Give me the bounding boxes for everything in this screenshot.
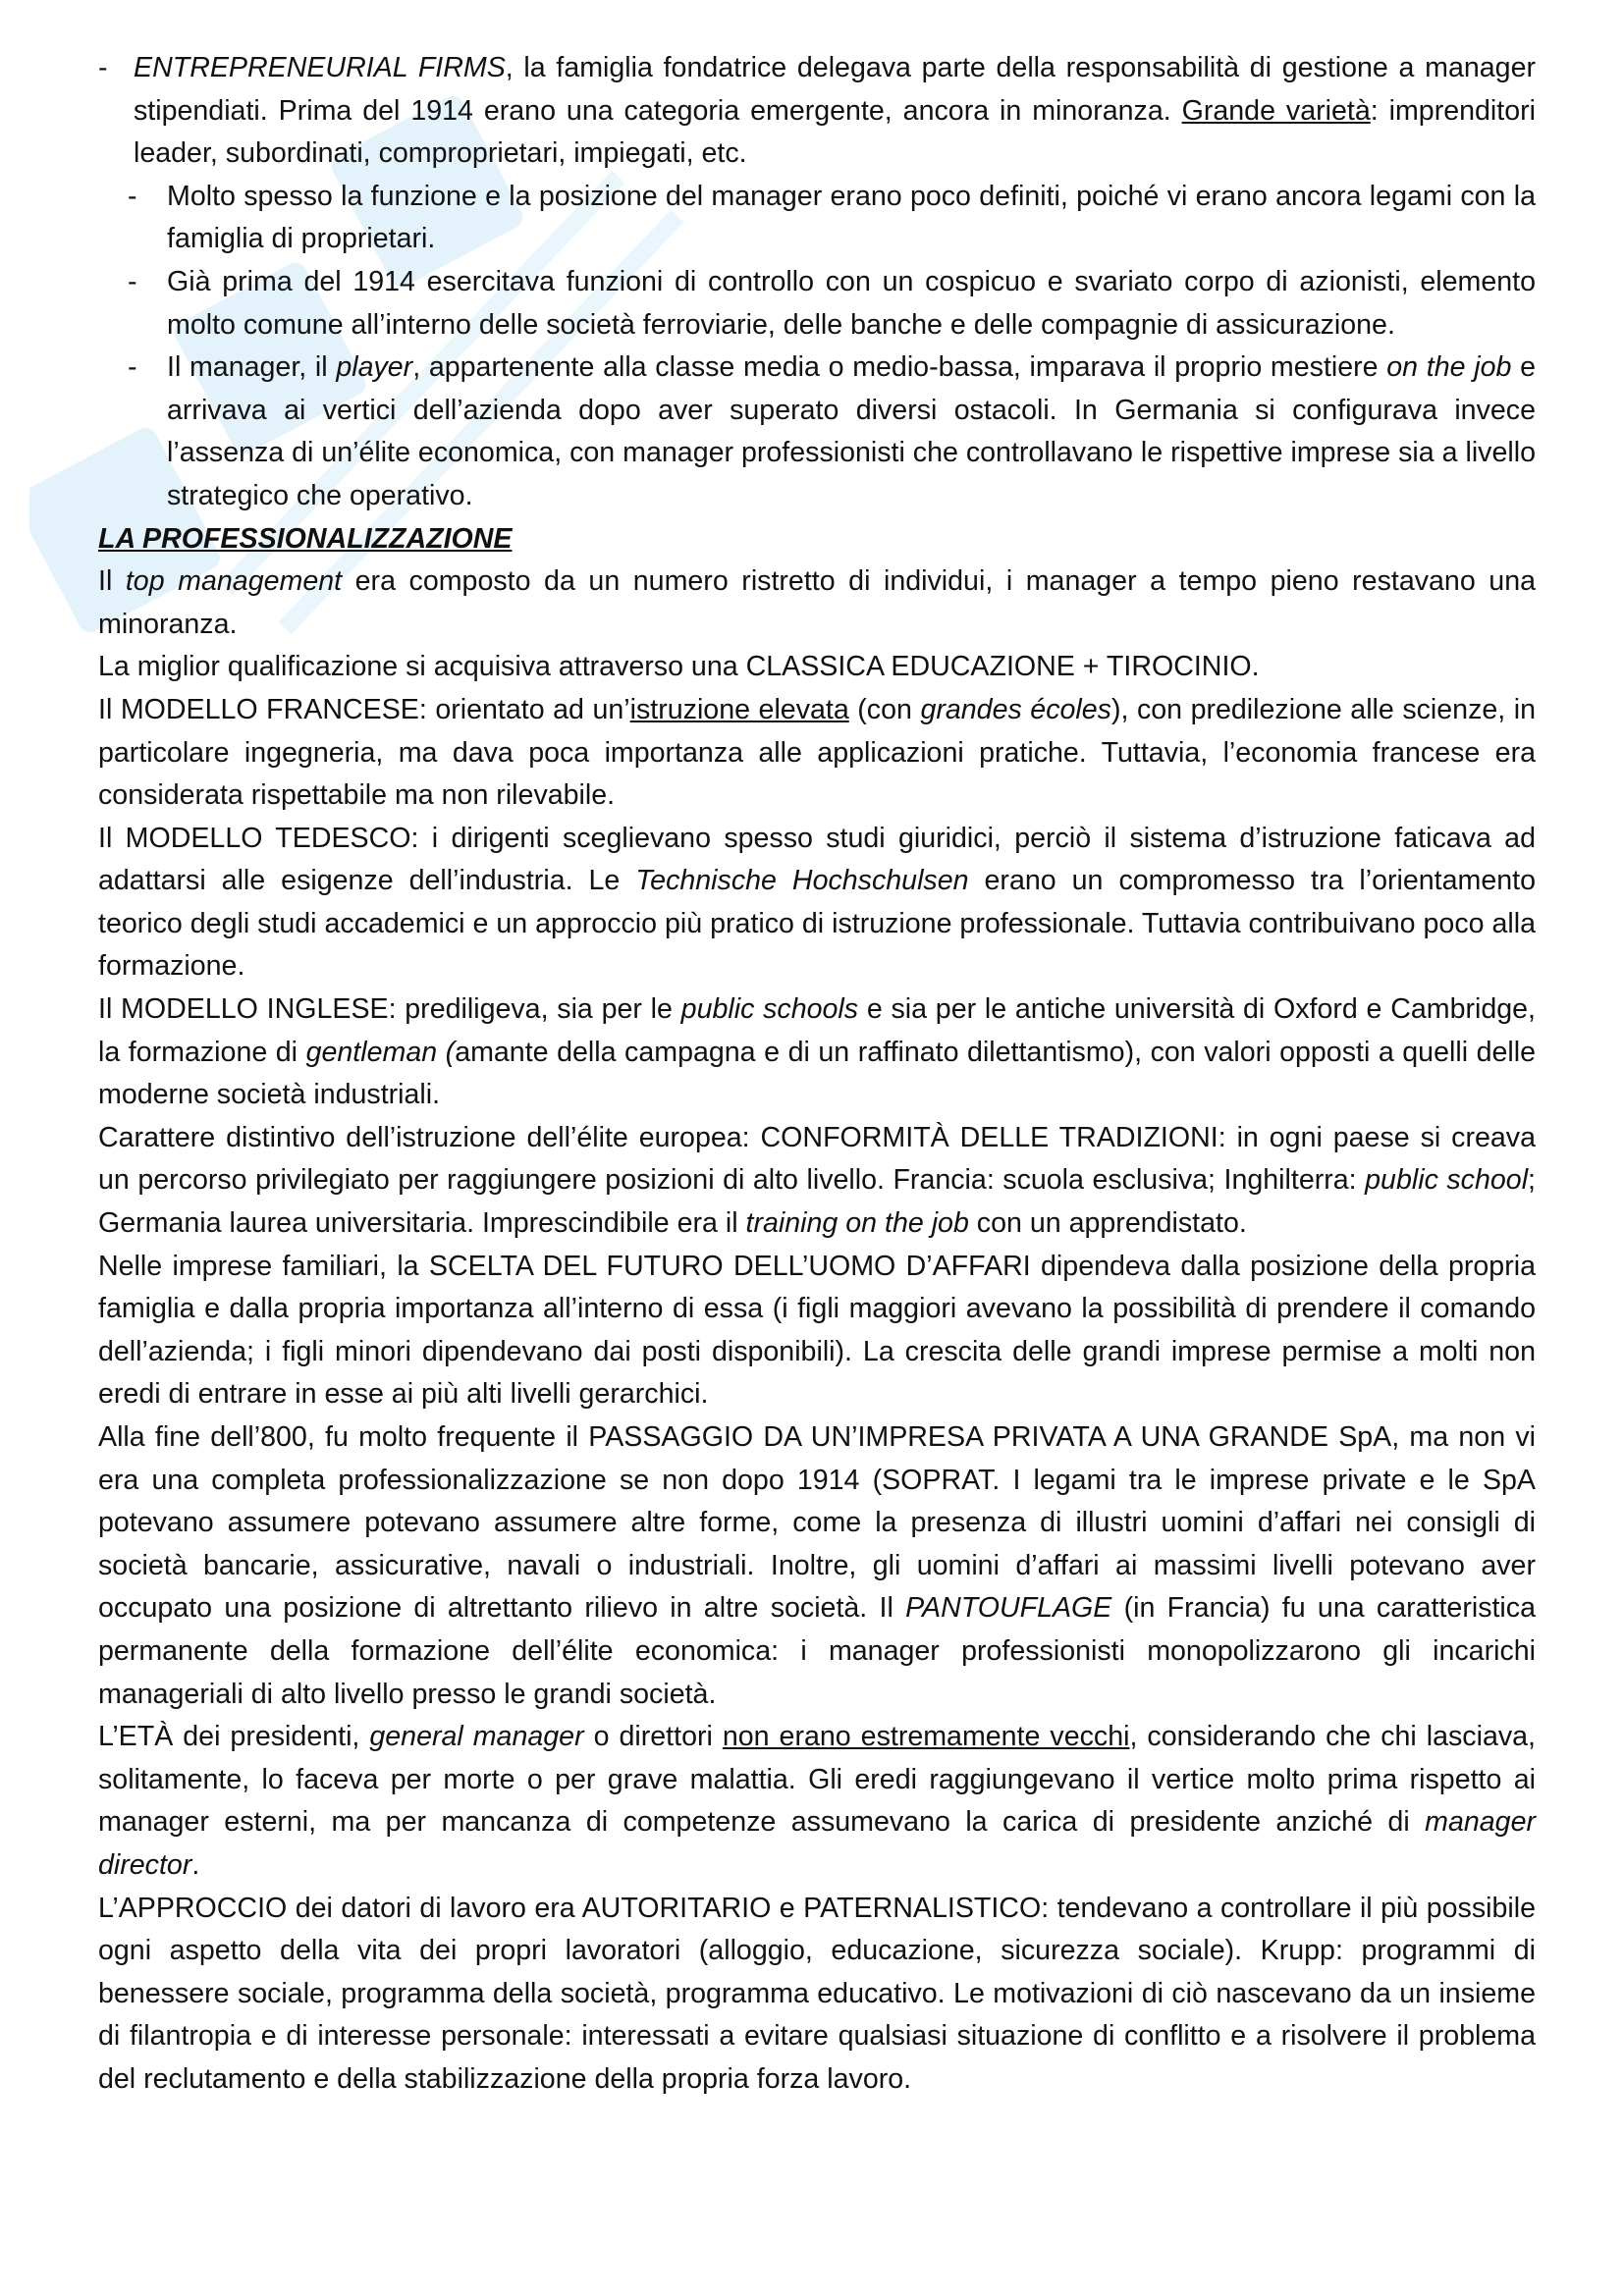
- text-span: , considerando che chi lasciava, solitamente, lo faceva per morte o per grave malattia. Gli eredi raggiungevano il vertice molto prima rispetto ai manager esterni, ma per mancanza di competenze assumevano la carica di presidente anziché di: [98, 1721, 1537, 1839]
- paragraph-english-model: [98, 988, 1536, 1117]
- bullet-entrepreneurial-firms: [98, 47, 1536, 176]
- text-span: (con: [848, 693, 921, 725]
- italic-term: gentleman (: [305, 1036, 456, 1068]
- italic-term: public schools: [680, 993, 859, 1026]
- paragraph-spa-transition: [98, 1416, 1536, 1716]
- sub-bullet-manager-player: [98, 347, 1536, 517]
- bullet-dash: -: [98, 52, 108, 83]
- section-heading: LA PROFESSIONALIZZAZIONE: [98, 522, 513, 555]
- text-span: : imprenditori leader, subordinati, comproprietari, impiegati, etc.: [134, 94, 1537, 170]
- italic-term: player: [336, 351, 413, 384]
- text-span: ; Germania laurea universitaria. Imprescindibile era il: [98, 1164, 1536, 1240]
- text-span: ), con predilezione alle scienze, in particolare ingegneria, ma dava poca importanza alle applicazioni pratiche. Tuttavia, l’economia francese era considerata rispettabile ma non rilevabile.: [98, 693, 1536, 812]
- text-span: , appartenente alla classe media o medio-bassa, imparava il proprio mestiere: [412, 351, 1387, 384]
- text-span: Molto spesso la funzione e la posizione del manager erano poco definiti, poiché vi erano ancora legami con la famiglia di proprietari.: [167, 180, 1536, 255]
- sub-bullet-control-functions: [98, 261, 1536, 347]
- italic-term: general manager: [369, 1721, 584, 1753]
- underlined-term: Grande varietà: [1181, 94, 1371, 127]
- underlined-term: non erano estremamente vecchi: [722, 1721, 1130, 1753]
- text-span: Il: [98, 565, 126, 598]
- paragraph-approach: L’APPROCCIO dei datori di lavoro era AUTORITARIO e PATERNALISTICO: tendevano a controllare il più possibile ogni aspetto della vita dei propri lavoratori (alloggio, educazione, sicurezza sociale). Krupp: programmi di benessere sociale, programma della società, programma educativo. Le motivazioni di ciò nascevano da un insieme di filantropia e di interesse personale: interessati a evitare qualsiasi situazione di conflitto e a risolvere il problema del reclutamento e della stabilizzazione della propria forza lavoro.: [98, 1892, 1536, 2095]
- paragraph-german-model: [98, 818, 1536, 988]
- text-span: con un apprendistato.: [968, 1207, 1247, 1240]
- text-span: (in Francia) fu una caratteristica permanente della formazione dell’élite economica: i manager professionisti monopolizzarono gli incarichi manageriali di alto livello presso le grandi società.: [98, 1592, 1536, 1710]
- paragraph-family-firms: Nelle imprese familiari, la SCELTA DEL FUTURO DELL’UOMO D’AFFARI dipendeva dalla posizione della propria famiglia e dalla propria importanza all’interno di essa (i figli maggiori avevano la possibilità di prendere il comando dell’azienda; i figli minori dipendevano dai posti disponibili). La crescita delle grandi imprese permise a molti non eredi di entrare in esse ai più alti livelli gerarchici.: [98, 1250, 1536, 1411]
- paragraph-french-model: [98, 689, 1536, 818]
- text-span: amante della campagna e di un raffinato dilettantismo), con valori opposti a quelli delle moderne società industriali.: [98, 1036, 1536, 1111]
- italic-term: training on the job: [745, 1207, 969, 1240]
- text-span: Il MODELLO FRANCESE: orientato ad un’: [98, 693, 630, 725]
- text-span: era composto da un numero ristretto di individui, i manager a tempo pieno restavano una minoranza.: [98, 565, 1537, 640]
- text-span: .: [191, 1848, 200, 1881]
- term-entrepreneurial-firms: ENTREPRENEURIAL FIRMS: [134, 52, 506, 83]
- paragraph-top-management: [98, 561, 1536, 646]
- italic-term: on the job: [1386, 351, 1512, 384]
- text-span: Carattere distintivo dell’istruzione dell’élite europea: CONFORMITÀ DELLE TRADIZIONI: in ogni paese si creava un percorso privilegiato per raggiungere posizioni di alto livello. Francia: scuola esclusiva; Inghilterra:: [98, 1121, 1536, 1197]
- bullet-dash: -: [128, 351, 137, 384]
- underlined-term: istruzione elevata: [629, 693, 849, 725]
- italic-term: grandes écoles: [920, 693, 1111, 725]
- italic-term: PANTOUFLAGE: [905, 1592, 1112, 1625]
- text-span: Già prima del 1914 esercitava funzioni di controllo con un cospicuo e svariato corpo di azionisti, elemento molto comune all’interno delle società ferroviarie, delle banche e delle compagnie di assicurazione.: [167, 265, 1536, 341]
- text-span: , la famiglia fondatrice delegava parte della responsabilità di gestione a manager stipendiati. Prima del 1914 erano una categoria emergente, ancora in minoranza.: [134, 52, 1536, 127]
- italic-term: manager director: [98, 1806, 1536, 1881]
- text-span: Il manager, il: [167, 351, 337, 384]
- bullet-dash: -: [128, 265, 137, 297]
- paragraph-qualification: La miglior qualificazione si acquisiva attraverso una CLASSICA EDUCAZIONE + TIROCINIO.: [98, 651, 1260, 683]
- document-page: [98, 47, 1536, 2102]
- text-span: o direttori: [583, 1721, 723, 1753]
- italic-term: public school: [1365, 1164, 1529, 1197]
- text-span: erano un compromesso tra l’orientamento teorico degli studi accademici e un approccio più pratico di istruzione professionale. Tuttavia contribuivano poco alla formazione.: [98, 865, 1536, 983]
- text-span: L’ETÀ dei presidenti,: [98, 1721, 370, 1753]
- italic-term: Technische Hochschulsen: [635, 865, 969, 897]
- paragraph-traditions: [98, 1117, 1536, 1246]
- italic-term: top management: [125, 565, 343, 598]
- text-span: Il MODELLO INGLESE: prediligeva, sia per le: [98, 993, 681, 1026]
- sub-bullet-manager-function: [98, 176, 1536, 261]
- text-span: e arrivava ai vertici dell’azienda dopo aver superato diversi ostacoli. In Germania si configurava invece l’assenza di un’élite economica, con manager professionisti che controllavano le rispettive imprese sia a livello strategico che operativo.: [167, 351, 1536, 511]
- text-span: Il MODELLO TEDESCO: i dirigenti sceglievano spesso studi giuridici, perciò il sistema d’istruzione faticava ad adattarsi alle esigenze dell’industria. Le: [98, 822, 1536, 897]
- text-span: e sia per le antiche università di Oxford e Cambridge, la formazione di: [98, 993, 1536, 1068]
- paragraph-age: [98, 1716, 1536, 1887]
- text-span: Alla fine dell’800, fu molto frequente il PASSAGGIO DA UN’IMPRESA PRIVATA A UNA GRANDE SpA, ma non vi era una completa professionalizzazione se non dopo 1914 (SOPRAT. I legami tra le imprese private e le SpA potevano assumere potevano assumere altre forme, come la presenza di illustri uomini d’affari nei consigli di società bancarie, assicurative, navali o industriali. Inoltre, gli uomini d’affari ai massimi livelli potevano aver occupato una posizione di altrettanto rilievo in altre società. Il: [98, 1421, 1536, 1625]
- bullet-dash: -: [128, 180, 137, 212]
